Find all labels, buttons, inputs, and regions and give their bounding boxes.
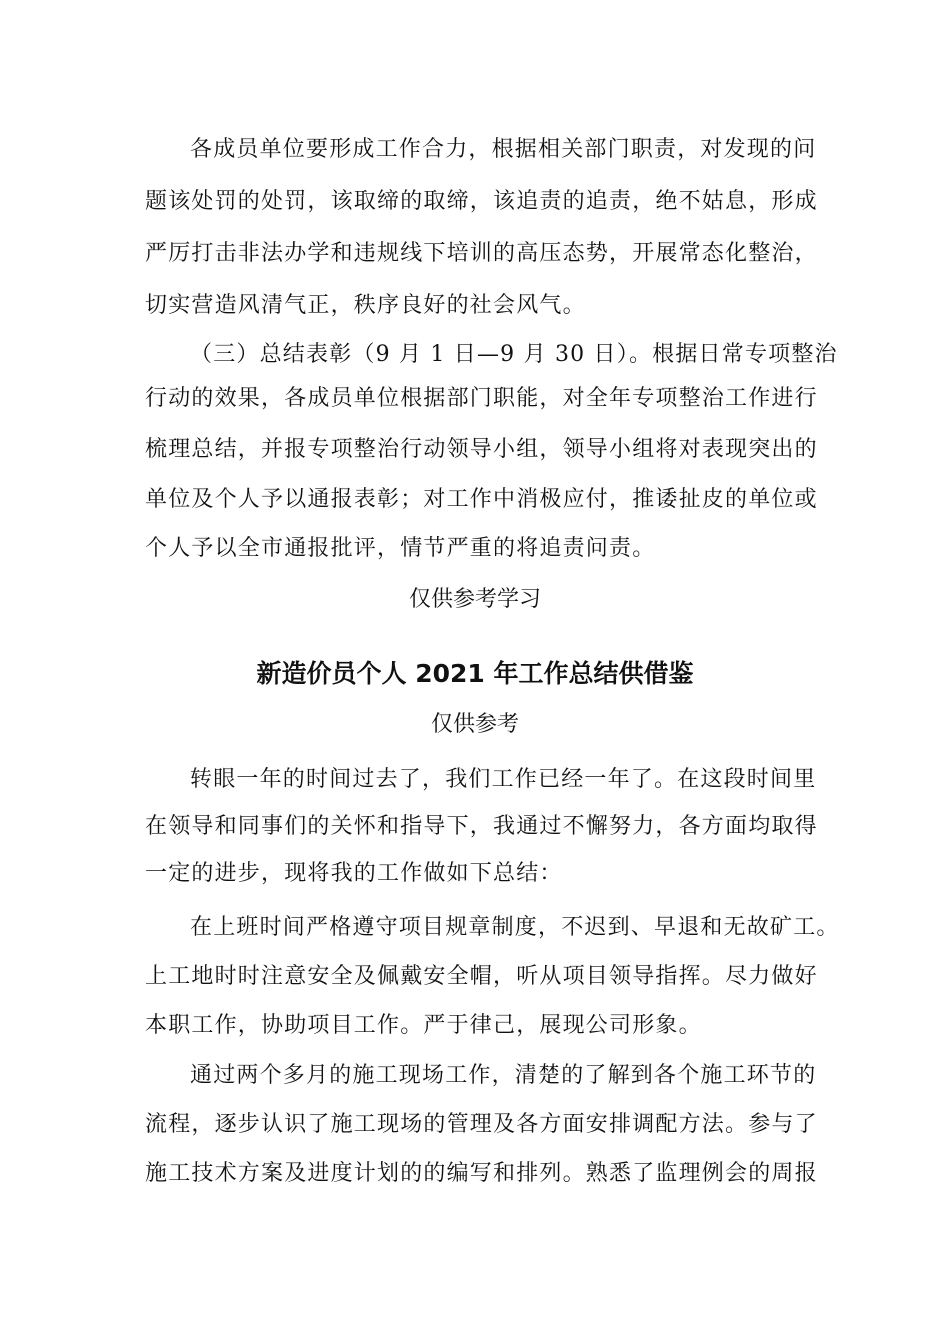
para2-line-1: 在上班时间严格遵守项目规章制度，不迟到、早退和无故矿工。 (190, 915, 840, 940)
para3-line-3: 施工技术方案及进度计划的的编写和排列。熟悉了监理例会的周报 (145, 1161, 818, 1186)
para1-line-3: 一定的进步，现将我的工作做如下总结： (145, 861, 563, 886)
section2-line-4: 单位及个人予以通报表彰；对工作中消极应付，推诿扯皮的单位或 (145, 487, 818, 512)
section2-line-3: 梳理总结，并报专项整治行动领导小组，领导小组将对表现突出的 (145, 437, 818, 462)
section2-line-1: （三）总结表彰（9 月 1 日—9 月 30 日）。根据日常专项整治 (190, 342, 838, 367)
section2-line-5: 个人予以全市通报批评，情节严重的将追责问责。 (145, 536, 656, 561)
para1-line-1: 转眼一年的时间过去了，我们工作已经一年了。在这段时间里 (190, 767, 817, 792)
para3-line-1: 通过两个多月的施工现场工作，清楚的了解到各个施工环节的 (190, 1063, 817, 1088)
para2-line-3: 本职工作，协助项目工作。严于律己，展现公司形象。 (145, 1013, 702, 1038)
section1-line-3: 严厉打击非法办学和违规线下培训的高压态势，开展常态化整治， (145, 241, 818, 266)
subtitle-note: 仅供参考 (430, 712, 519, 737)
para3-line-2: 流程，逐步认识了施工现场的管理及各方面安排调配方法。参与了 (145, 1112, 818, 1137)
section1-line-1: 各成员单位要形成工作合力，根据相关部门职责，对发现的问 (190, 137, 817, 162)
section2-line-2: 行动的效果，各成员单位根据部门职能，对全年专项整治工作进行 (145, 386, 818, 411)
para1-line-2: 在领导和同事们的关怀和指导下，我通过不懈努力，各方面均取得 (145, 814, 818, 839)
document-title: 新造价员个人 2021 年工作总结供借鉴 (256, 659, 694, 688)
para2-line-2: 上工地时时注意安全及佩戴安全帽，听从项目领导指挥。尽力做好 (145, 964, 818, 989)
reference-note: 仅供参考学习 (408, 587, 541, 612)
section1-line-2: 题该处罚的处罚，该取缔的取缔，该追责的追责，绝不姑息，形成 (145, 189, 818, 214)
section1-line-4: 切实营造风清气正，秩序良好的社会风气。 (145, 293, 586, 318)
